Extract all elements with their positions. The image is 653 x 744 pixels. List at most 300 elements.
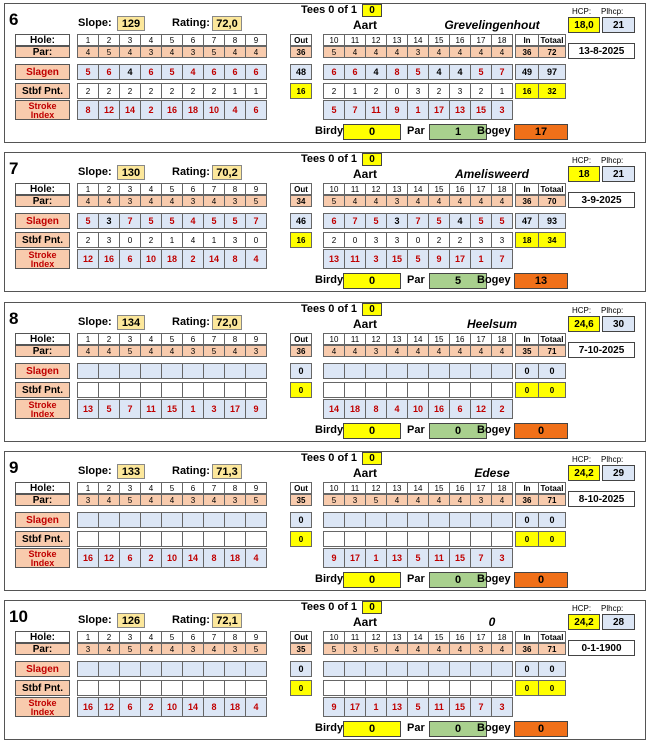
hole-number-cell: 17 bbox=[470, 333, 492, 345]
slagen-input[interactable]: 3 bbox=[386, 213, 408, 229]
stbf-total: 0 bbox=[538, 382, 566, 398]
hole-number-cell: 3 bbox=[119, 34, 141, 46]
slagen-input[interactable] bbox=[428, 363, 450, 379]
par-cell: 3 bbox=[365, 345, 387, 357]
slope-value[interactable]: 134 bbox=[117, 315, 145, 330]
stbf-cell bbox=[470, 382, 492, 398]
par-cell: 4 bbox=[140, 494, 162, 506]
row-label-slagen: Slagen bbox=[15, 213, 70, 229]
round-number: 6 bbox=[9, 10, 19, 29]
course-name: Edese bbox=[474, 466, 510, 480]
round-card bbox=[4, 600, 646, 740]
slagen-input[interactable] bbox=[98, 363, 120, 379]
slagen-input[interactable]: 4 bbox=[182, 213, 204, 229]
hole-number-cell: 11 bbox=[344, 34, 366, 46]
stbf-cell bbox=[140, 531, 162, 547]
slagen-input[interactable] bbox=[119, 661, 141, 677]
stbf-cell bbox=[365, 382, 387, 398]
player-name: Aart bbox=[353, 167, 378, 181]
stbf-cell bbox=[449, 531, 471, 547]
slagen-input[interactable] bbox=[428, 661, 450, 677]
slagen-in: 47 bbox=[515, 213, 539, 229]
par-cell: 3 bbox=[386, 195, 408, 207]
stbf-cell: 0 bbox=[386, 83, 408, 99]
bogey-count: 13 bbox=[514, 273, 568, 289]
hole-number-cell: 14 bbox=[407, 183, 429, 195]
hole-number-cell: 12 bbox=[365, 34, 387, 46]
slagen-input[interactable]: 7 bbox=[344, 213, 366, 229]
row-label-stbf: Stbf Pnt. bbox=[15, 232, 70, 248]
hole-number-cell: 9 bbox=[245, 482, 267, 494]
par-cell: 3 bbox=[245, 345, 267, 357]
row-label-stbf: Stbf Pnt. bbox=[15, 382, 70, 398]
par-cell: 4 bbox=[470, 46, 492, 58]
stroke-index-cell: 15 bbox=[449, 697, 471, 717]
slope-label: Slope: bbox=[78, 166, 112, 178]
slagen-input[interactable] bbox=[386, 363, 408, 379]
plhcp-value[interactable]: 21 bbox=[602, 17, 635, 33]
row-label-par: Par: bbox=[15, 46, 70, 58]
hole-number-cell: 5 bbox=[161, 631, 183, 643]
stroke-index-cell: 4 bbox=[245, 697, 267, 717]
slagen-input[interactable]: 8 bbox=[386, 64, 408, 80]
slagen-input[interactable] bbox=[182, 661, 204, 677]
tees-value[interactable]: 0 bbox=[362, 153, 382, 166]
slagen-input[interactable] bbox=[491, 363, 513, 379]
slagen-input[interactable]: 6 bbox=[323, 213, 345, 229]
stbf-cell bbox=[428, 680, 450, 696]
par-cell: 4 bbox=[386, 643, 408, 655]
slagen-input[interactable] bbox=[470, 363, 492, 379]
slagen-input[interactable]: 7 bbox=[407, 213, 429, 229]
hcp-value[interactable]: 24,2 bbox=[568, 614, 600, 630]
stroke-index-cell: 7 bbox=[491, 249, 513, 269]
stroke-index-cell: 3 bbox=[491, 697, 513, 717]
slagen-input[interactable]: 4 bbox=[119, 64, 141, 80]
slagen-input[interactable] bbox=[182, 363, 204, 379]
slagen-input[interactable]: 5 bbox=[470, 213, 492, 229]
stbf-cell bbox=[323, 531, 345, 547]
hcp-label: HCP: bbox=[572, 455, 592, 464]
stbf-cell bbox=[323, 382, 345, 398]
slagen-input[interactable]: 6 bbox=[344, 64, 366, 80]
par-in: 36 bbox=[515, 643, 539, 655]
slagen-input[interactable] bbox=[77, 512, 99, 528]
par-cell: 4 bbox=[245, 46, 267, 58]
slagen-input[interactable] bbox=[449, 363, 471, 379]
slope-value[interactable]: 130 bbox=[117, 165, 145, 180]
par-cell: 3 bbox=[182, 494, 204, 506]
stroke-index-cell: 10 bbox=[161, 548, 183, 568]
birdy-label: Birdy bbox=[315, 125, 344, 137]
par-cell: 3 bbox=[77, 494, 99, 506]
hcp-label: HCP: bbox=[572, 7, 592, 16]
slagen-input[interactable] bbox=[428, 512, 450, 528]
hole-number-cell: 15 bbox=[428, 333, 450, 345]
stbf-cell bbox=[203, 382, 225, 398]
hole-number-cell: 16 bbox=[449, 183, 471, 195]
stbf-cell bbox=[386, 382, 408, 398]
slagen-input[interactable] bbox=[365, 512, 387, 528]
hole-number-cell: 6 bbox=[182, 183, 204, 195]
hole-number-cell: 13 bbox=[386, 631, 408, 643]
slagen-input[interactable]: 5 bbox=[161, 213, 183, 229]
hole-number-cell: 6 bbox=[182, 482, 204, 494]
player-name: Aart bbox=[353, 466, 378, 480]
par-cell: 5 bbox=[323, 46, 345, 58]
par-cell: 3 bbox=[470, 494, 492, 506]
rating-label: Rating: bbox=[172, 17, 210, 29]
rating-label: Rating: bbox=[172, 614, 210, 626]
slagen-input[interactable] bbox=[224, 512, 246, 528]
slagen-input[interactable]: 6 bbox=[245, 64, 267, 80]
par-cell: 5 bbox=[245, 494, 267, 506]
slagen-input[interactable] bbox=[245, 512, 267, 528]
slagen-input[interactable]: 4 bbox=[449, 64, 471, 80]
round-date[interactable]: 7-10-2025 bbox=[568, 342, 635, 358]
stroke-index-cell: 1 bbox=[182, 399, 204, 419]
bogey-count: 0 bbox=[514, 572, 568, 588]
slagen-input[interactable] bbox=[161, 661, 183, 677]
slagen-input[interactable] bbox=[386, 661, 408, 677]
tees-value[interactable]: 0 bbox=[362, 4, 382, 17]
bogey-label: Bogey bbox=[477, 125, 511, 137]
par-cell: 5 bbox=[245, 195, 267, 207]
par-cell: 4 bbox=[428, 46, 450, 58]
hole-number-cell: 4 bbox=[140, 333, 162, 345]
slagen-input[interactable]: 5 bbox=[407, 64, 429, 80]
course-name: 0 bbox=[488, 615, 496, 629]
row-label-par: Par: bbox=[15, 494, 70, 506]
slagen-input[interactable] bbox=[491, 661, 513, 677]
par-cell: 4 bbox=[161, 46, 183, 58]
hole-number-cell: 10 bbox=[323, 482, 345, 494]
par-cell: 3 bbox=[407, 46, 429, 58]
hole-number-cell: 3 bbox=[119, 631, 141, 643]
stroke-index-cell: 16 bbox=[428, 399, 450, 419]
stroke-index-cell: 10 bbox=[140, 249, 162, 269]
hole-number-cell: 4 bbox=[140, 482, 162, 494]
tees-label: Tees 0 of 1 bbox=[301, 153, 358, 165]
stroke-index-cell: 8 bbox=[203, 697, 225, 717]
tees-value[interactable]: 0 bbox=[362, 303, 382, 316]
stbf-cell bbox=[245, 680, 267, 696]
slagen-input[interactable] bbox=[203, 363, 225, 379]
hole-number-cell: 14 bbox=[407, 631, 429, 643]
totaal-header: Totaal bbox=[538, 183, 566, 195]
slagen-input[interactable]: 4 bbox=[365, 64, 387, 80]
slagen-input[interactable]: 6 bbox=[224, 64, 246, 80]
stroke-index-cell: 17 bbox=[344, 548, 366, 568]
par-in: 35 bbox=[515, 345, 539, 357]
stroke-index-cell: 14 bbox=[182, 697, 204, 717]
slagen-input[interactable] bbox=[344, 363, 366, 379]
par-stat-label: Par bbox=[407, 125, 425, 137]
stbf-cell: 3 bbox=[224, 232, 246, 248]
hole-number-cell: 16 bbox=[449, 482, 471, 494]
stroke-index-cell: 9 bbox=[386, 100, 408, 120]
slagen-input[interactable]: 3 bbox=[98, 213, 120, 229]
slagen-input[interactable] bbox=[140, 512, 162, 528]
round-date[interactable]: 0-1-1900 bbox=[568, 640, 635, 656]
hole-number-cell: 7 bbox=[203, 34, 225, 46]
par-cell: 4 bbox=[365, 46, 387, 58]
stroke-index-cell: 18 bbox=[161, 249, 183, 269]
rating-value[interactable]: 72,1 bbox=[212, 613, 242, 628]
slagen-input[interactable]: 5 bbox=[161, 64, 183, 80]
stroke-index-cell: 6 bbox=[449, 399, 471, 419]
par-count: 0 bbox=[429, 423, 487, 439]
stroke-index-cell: 4 bbox=[224, 100, 246, 120]
slagen-input[interactable] bbox=[140, 363, 162, 379]
slagen-input[interactable]: 5 bbox=[77, 213, 99, 229]
stbf-total: 0 bbox=[538, 680, 566, 696]
hole-number-cell: 17 bbox=[470, 631, 492, 643]
stbf-cell bbox=[365, 531, 387, 547]
row-label-stroke-index: Stroke Index bbox=[15, 100, 70, 120]
stbf-cell bbox=[491, 382, 513, 398]
out-header: Out bbox=[290, 482, 312, 494]
slagen-input[interactable]: 6 bbox=[98, 64, 120, 80]
slope-label: Slope: bbox=[78, 17, 112, 29]
stroke-index-cell: 3 bbox=[491, 548, 513, 568]
hcp-label: HCP: bbox=[572, 306, 592, 315]
stbf-cell bbox=[224, 531, 246, 547]
hcp-value[interactable]: 24,2 bbox=[568, 465, 600, 481]
slagen-input[interactable]: 5 bbox=[140, 213, 162, 229]
par-count: 0 bbox=[429, 572, 487, 588]
plhcp-value[interactable]: 29 bbox=[602, 465, 635, 481]
stroke-index-cell: 14 bbox=[119, 100, 141, 120]
par-cell: 4 bbox=[407, 195, 429, 207]
slagen-input[interactable]: 6 bbox=[140, 64, 162, 80]
stroke-index-cell: 10 bbox=[203, 100, 225, 120]
slagen-input[interactable]: 7 bbox=[119, 213, 141, 229]
plhcp-value[interactable]: 21 bbox=[602, 166, 635, 182]
par-cell: 4 bbox=[491, 195, 513, 207]
stbf-cell: 2 bbox=[449, 232, 471, 248]
slagen-input[interactable]: 4 bbox=[428, 64, 450, 80]
rating-value[interactable]: 70,2 bbox=[212, 165, 242, 180]
stbf-cell bbox=[77, 680, 99, 696]
slagen-input[interactable] bbox=[182, 512, 204, 528]
slope-value[interactable]: 133 bbox=[117, 464, 145, 479]
slagen-input[interactable]: 5 bbox=[470, 64, 492, 80]
stbf-cell bbox=[428, 382, 450, 398]
par-cell: 4 bbox=[203, 643, 225, 655]
row-label-stbf: Stbf Pnt. bbox=[15, 83, 70, 99]
hole-number-cell: 2 bbox=[98, 631, 120, 643]
slagen-input[interactable] bbox=[386, 512, 408, 528]
hole-number-cell: 17 bbox=[470, 183, 492, 195]
slagen-input[interactable]: 4 bbox=[449, 213, 471, 229]
stbf-cell bbox=[245, 531, 267, 547]
hole-number-cell: 9 bbox=[245, 183, 267, 195]
slagen-input[interactable] bbox=[98, 512, 120, 528]
stroke-index-cell: 16 bbox=[77, 697, 99, 717]
stbf-cell: 3 bbox=[386, 232, 408, 248]
par-cell: 4 bbox=[491, 643, 513, 655]
par-total: 71 bbox=[538, 345, 566, 357]
stroke-index-cell: 7 bbox=[470, 697, 492, 717]
plhcp-value[interactable]: 30 bbox=[602, 316, 635, 332]
slagen-input[interactable] bbox=[470, 661, 492, 677]
stroke-index-cell: 18 bbox=[224, 697, 246, 717]
slagen-input[interactable] bbox=[491, 512, 513, 528]
stbf-cell: 1 bbox=[344, 83, 366, 99]
stroke-index-cell: 12 bbox=[98, 697, 120, 717]
slagen-input[interactable] bbox=[245, 661, 267, 677]
slagen-input[interactable] bbox=[224, 661, 246, 677]
par-count: 1 bbox=[429, 124, 487, 140]
slagen-input[interactable]: 5 bbox=[224, 213, 246, 229]
totaal-header: Totaal bbox=[538, 333, 566, 345]
slagen-input[interactable] bbox=[77, 661, 99, 677]
par-total: 72 bbox=[538, 46, 566, 58]
slagen-total: 97 bbox=[538, 64, 566, 80]
par-cell: 4 bbox=[491, 345, 513, 357]
slagen-input[interactable] bbox=[245, 363, 267, 379]
slagen-input[interactable]: 5 bbox=[77, 64, 99, 80]
stbf-cell bbox=[386, 680, 408, 696]
slagen-input[interactable]: 5 bbox=[203, 213, 225, 229]
slagen-input[interactable] bbox=[323, 661, 345, 677]
slagen-input[interactable] bbox=[470, 512, 492, 528]
par-out: 36 bbox=[290, 345, 312, 357]
slope-value[interactable]: 126 bbox=[117, 613, 145, 628]
slagen-input[interactable] bbox=[323, 512, 345, 528]
hole-number-cell: 3 bbox=[119, 183, 141, 195]
slagen-input[interactable] bbox=[161, 512, 183, 528]
slagen-input[interactable]: 4 bbox=[182, 64, 204, 80]
hole-number-cell: 10 bbox=[323, 631, 345, 643]
slagen-input[interactable] bbox=[449, 661, 471, 677]
stbf-cell bbox=[491, 680, 513, 696]
slagen-input[interactable]: 6 bbox=[323, 64, 345, 80]
hole-number-cell: 6 bbox=[182, 631, 204, 643]
tees-value[interactable]: 0 bbox=[362, 452, 382, 465]
stbf-cell bbox=[98, 531, 120, 547]
slagen-input[interactable]: 6 bbox=[203, 64, 225, 80]
slagen-input[interactable] bbox=[344, 512, 366, 528]
hole-number-cell: 3 bbox=[119, 333, 141, 345]
round-date[interactable]: 3-9-2025 bbox=[568, 192, 635, 208]
par-cell: 3 bbox=[470, 643, 492, 655]
par-cell: 4 bbox=[407, 494, 429, 506]
slagen-input[interactable] bbox=[407, 661, 429, 677]
slagen-input[interactable] bbox=[323, 363, 345, 379]
stbf-out: 16 bbox=[290, 83, 312, 99]
slagen-input[interactable] bbox=[344, 661, 366, 677]
par-total: 71 bbox=[538, 643, 566, 655]
slagen-input[interactable] bbox=[119, 363, 141, 379]
slagen-input[interactable]: 7 bbox=[491, 64, 513, 80]
slagen-input[interactable] bbox=[161, 363, 183, 379]
tees-value[interactable]: 0 bbox=[362, 601, 382, 614]
out-header: Out bbox=[290, 34, 312, 46]
par-cell: 4 bbox=[77, 46, 99, 58]
hole-number-cell: 16 bbox=[449, 333, 471, 345]
hcp-value[interactable]: 24,6 bbox=[568, 316, 600, 332]
hole-number-cell: 17 bbox=[470, 482, 492, 494]
rating-value[interactable]: 71,3 bbox=[212, 464, 242, 479]
row-label-stroke-index: Stroke Index bbox=[15, 399, 70, 419]
par-cell: 4 bbox=[491, 494, 513, 506]
round-date[interactable]: 13-8-2025 bbox=[568, 43, 635, 59]
slagen-input[interactable] bbox=[407, 512, 429, 528]
slagen-input[interactable] bbox=[98, 661, 120, 677]
par-cell: 4 bbox=[428, 494, 450, 506]
hole-number-cell: 8 bbox=[224, 183, 246, 195]
stbf-cell bbox=[203, 680, 225, 696]
slope-value[interactable]: 129 bbox=[117, 16, 145, 31]
slagen-input[interactable] bbox=[119, 512, 141, 528]
rating-value[interactable]: 72,0 bbox=[212, 16, 242, 31]
stbf-in: 18 bbox=[515, 232, 539, 248]
stbf-cell: 2 bbox=[140, 83, 162, 99]
stroke-index-cell: 9 bbox=[245, 399, 267, 419]
stbf-cell bbox=[323, 680, 345, 696]
slagen-input[interactable] bbox=[365, 661, 387, 677]
plhcp-value[interactable]: 28 bbox=[602, 614, 635, 630]
slagen-input[interactable] bbox=[407, 363, 429, 379]
hcp-value[interactable]: 18,0 bbox=[568, 17, 600, 33]
stroke-index-cell: 2 bbox=[140, 100, 162, 120]
slagen-input[interactable]: 5 bbox=[491, 213, 513, 229]
hole-number-cell: 11 bbox=[344, 333, 366, 345]
stbf-in: 0 bbox=[515, 382, 539, 398]
slagen-total: 0 bbox=[538, 363, 566, 379]
hole-number-cell: 1 bbox=[77, 631, 99, 643]
par-cell: 4 bbox=[428, 643, 450, 655]
slagen-input[interactable] bbox=[224, 363, 246, 379]
stbf-cell bbox=[245, 382, 267, 398]
stroke-index-cell: 5 bbox=[98, 399, 120, 419]
row-label-hole: Hole: bbox=[15, 333, 70, 345]
hole-number-cell: 5 bbox=[161, 482, 183, 494]
par-cell: 4 bbox=[98, 643, 120, 655]
stroke-index-cell: 6 bbox=[119, 249, 141, 269]
slagen-input[interactable] bbox=[140, 661, 162, 677]
slagen-input[interactable] bbox=[203, 661, 225, 677]
slagen-input[interactable] bbox=[449, 512, 471, 528]
stbf-cell bbox=[407, 531, 429, 547]
slagen-input[interactable]: 5 bbox=[365, 213, 387, 229]
stbf-cell bbox=[344, 382, 366, 398]
par-cell: 4 bbox=[386, 46, 408, 58]
hcp-value[interactable]: 18 bbox=[568, 166, 600, 182]
hole-number-cell: 17 bbox=[470, 34, 492, 46]
par-in: 36 bbox=[515, 195, 539, 207]
slagen-input[interactable]: 5 bbox=[428, 213, 450, 229]
hole-number-cell: 16 bbox=[449, 34, 471, 46]
slagen-input[interactable] bbox=[203, 512, 225, 528]
plhcp-label: Plhcp: bbox=[601, 604, 624, 613]
hole-number-cell: 18 bbox=[491, 183, 513, 195]
hole-number-cell: 16 bbox=[449, 631, 471, 643]
slagen-input[interactable] bbox=[365, 363, 387, 379]
slope-label: Slope: bbox=[78, 614, 112, 626]
slagen-input[interactable]: 7 bbox=[245, 213, 267, 229]
slagen-input[interactable] bbox=[77, 363, 99, 379]
par-cell: 4 bbox=[470, 195, 492, 207]
stbf-in: 16 bbox=[515, 83, 539, 99]
par-total: 71 bbox=[538, 494, 566, 506]
round-date[interactable]: 8-10-2025 bbox=[568, 491, 635, 507]
out-header: Out bbox=[290, 333, 312, 345]
par-cell: 4 bbox=[224, 46, 246, 58]
rating-value[interactable]: 72,0 bbox=[212, 315, 242, 330]
